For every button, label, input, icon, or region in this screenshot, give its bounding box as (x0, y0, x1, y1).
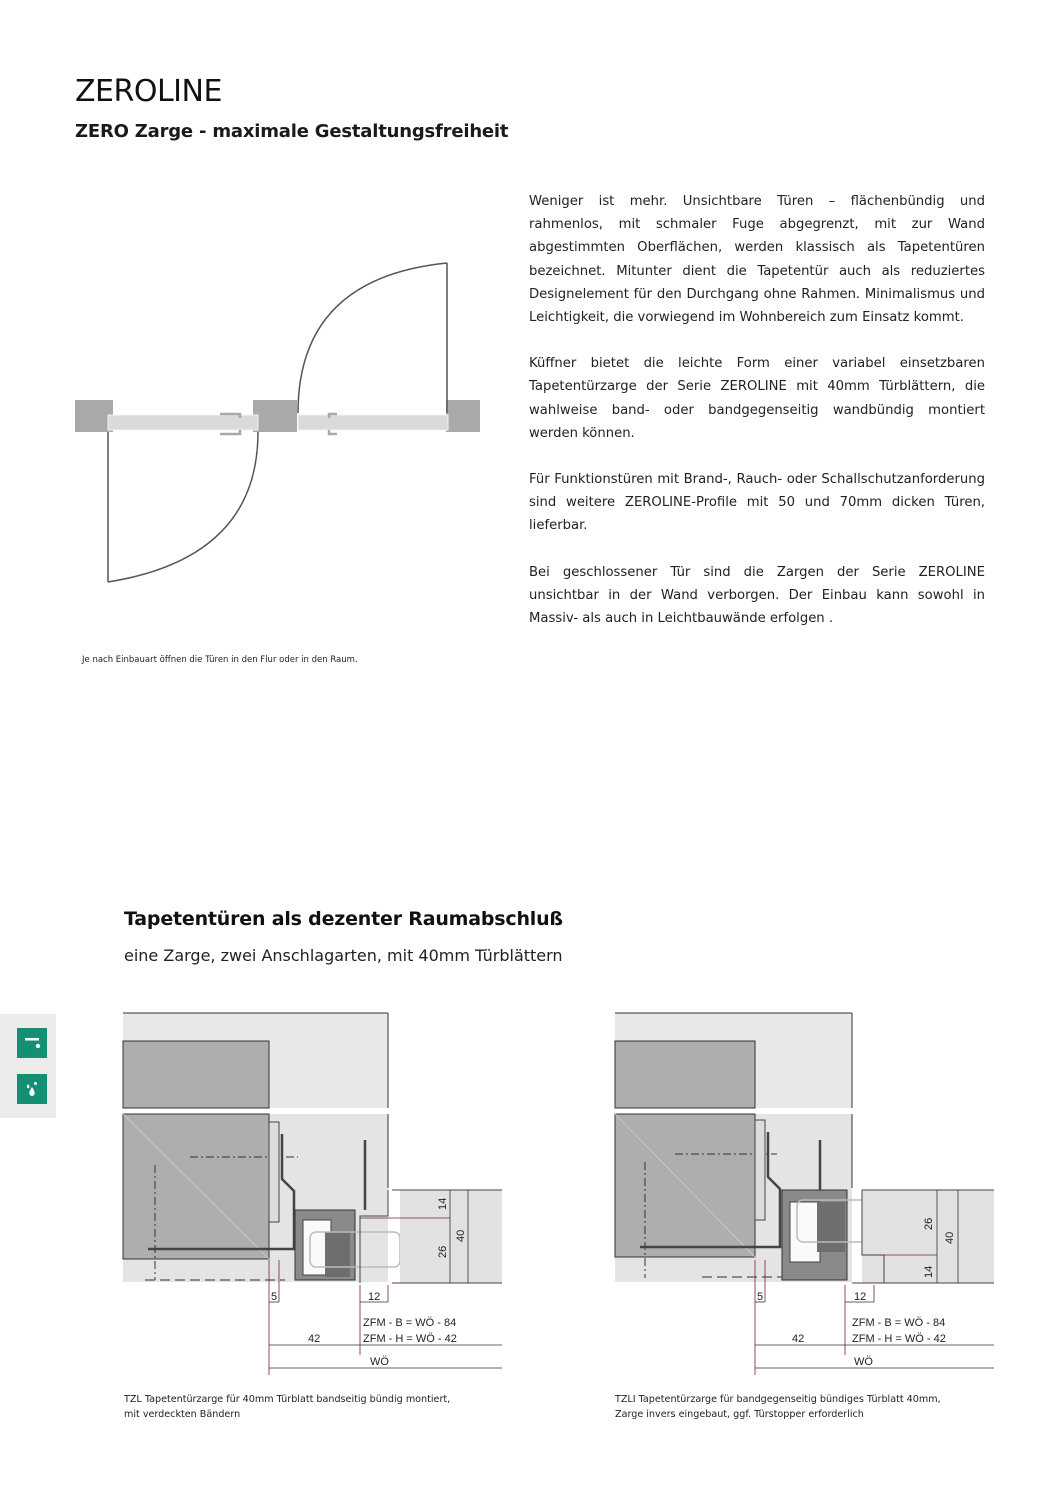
tzl-caption (124, 1392, 514, 1422)
dim-top: 14 (437, 1197, 449, 1210)
dim-wo: WÖ (370, 1356, 389, 1368)
section-title: Tapetentüren als dezenter Raumabschluß (124, 908, 563, 930)
caption-line: Zarge invers eingebaut, ggf. Türstopper erforderlich (615, 1409, 864, 1420)
floor-plan-caption: Je nach Einbauart öffnen die Türen in den Flur oder in den Raum. (82, 655, 358, 665)
dim-offset: 12 (368, 1291, 381, 1303)
dim-width-left: 42 (308, 1333, 321, 1345)
dim-top: 26 (923, 1217, 935, 1230)
caption-line: mit verdeckten Bändern (124, 1409, 241, 1420)
door-leaf-right (298, 415, 448, 430)
page-subtitle: ZERO Zarge - maximale Gestaltungsfreiheit (75, 121, 509, 142)
caption-line: TZL Tapetentürzarge für 40mm Türblatt bandseitig bündig montiert, (124, 1394, 451, 1405)
dim-total: 40 (944, 1231, 956, 1244)
section-subtitle: eine Zarge, zwei Anschlagarten, mit 40mm Türblättern (124, 946, 563, 965)
intro-paragraph: Küffner bietet die leichte Form einer variabel einsetzbaren Tapetentürzarge der Serie ZEROLINE mit 40mm Türblättern, die wahlweise band- oder bandgegenseitig wandbündig montiert werden können. (529, 356, 985, 441)
dim-bottom: 14 (923, 1265, 935, 1278)
page-title: ZEROLINE (75, 74, 222, 109)
formula-b: ZFM - B = WÖ - 84 (852, 1317, 946, 1329)
wall-segment-right (446, 400, 480, 432)
formula-h: ZFM - H = WÖ - 42 (852, 1333, 946, 1345)
wall-segment-left (75, 400, 113, 432)
formula-b: ZFM - B = WÖ - 84 (363, 1317, 457, 1329)
dim-offset: 12 (854, 1291, 867, 1303)
frame-bracket (220, 430, 240, 434)
intro-paragraph: Weniger ist mehr. Unsichtbare Türen – flächenbündig und rahmenlos, mit schmaler Fuge abgegrenzt, mit zur Wand abgestimmten Oberflächen, werden klassisch als Tapetentüren bezeichnet. Mitunter dient die Tapetentür auch als reduziertes Designelement für den Durchgang ohne Rahmen. Minimalismus und Leichtigkeit, die vorwiegend im Wohnbereich zum Einsatz kommt. (529, 194, 985, 326)
door-leaf-left (108, 415, 258, 430)
door-leaf-section (400, 1190, 502, 1283)
intro-text (529, 190, 985, 653)
door-handle-icon[interactable] (17, 1028, 47, 1058)
tzl-section-drawing (120, 1010, 510, 1380)
dim-bottom: 26 (437, 1245, 449, 1258)
intro-paragraph: Bei geschlossener Tür sind die Zargen der Serie ZEROLINE unsichtbar in der Wand verborgen. Der Einbau kann sowohl in Massiv- als auch in Leichtbauwände erfolgen . (529, 564, 985, 627)
tzli-section-drawing (612, 1010, 1002, 1380)
frame-profile (755, 1120, 765, 1220)
intro-paragraph: Für Funktionstüren mit Brand-, Rauch- oder Schallschutzanforderung sind weitere ZEROLINE-Profile mit 50 und 70mm dicken Türen, lieferbar. (529, 472, 985, 534)
tzli-caption (615, 1392, 1005, 1422)
dim-wo: WÖ (854, 1356, 873, 1368)
caption-line: TZLI Tapetentürzarge für bandgegenseitig bündiges Türblatt 40mm, (615, 1394, 941, 1405)
frame-profile (269, 1122, 279, 1222)
door-floor-plan-diagram (72, 258, 492, 588)
dim-total: 40 (455, 1229, 467, 1242)
side-tab (0, 1014, 56, 1118)
dim-width-left: 42 (792, 1333, 805, 1345)
wall-segment-middle (253, 400, 297, 432)
door-leaf-block (123, 1041, 269, 1108)
door-swing-arc (108, 432, 258, 582)
door-swing-arc (298, 263, 447, 413)
frame-bracket (329, 430, 337, 434)
dim-gap: 5 (757, 1291, 764, 1303)
door-leaf-block (615, 1041, 755, 1108)
dim-gap: 5 (271, 1291, 278, 1303)
water-drops-icon[interactable] (17, 1074, 47, 1104)
formula-h: ZFM - H = WÖ - 42 (363, 1333, 457, 1345)
